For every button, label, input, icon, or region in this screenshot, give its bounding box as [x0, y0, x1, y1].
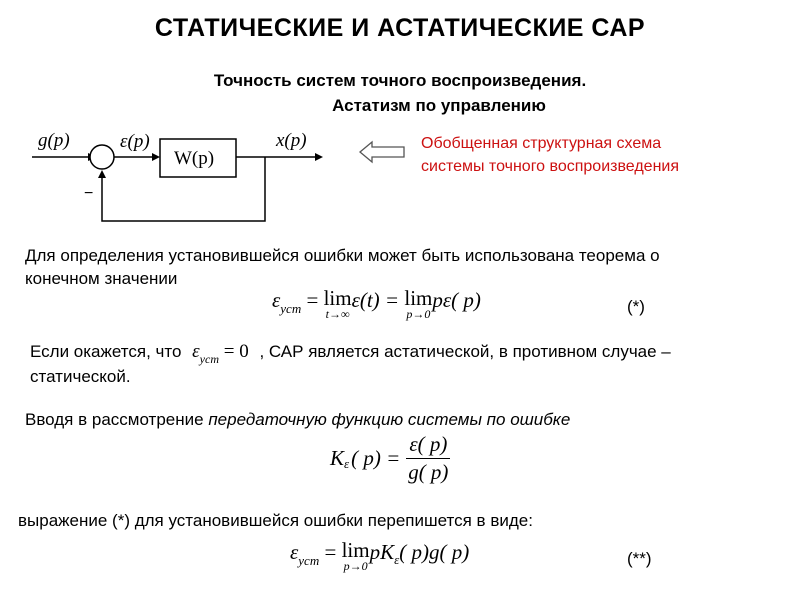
paragraph-3-italic: передаточную функцию системы по ошибке: [208, 410, 571, 429]
left-arrow-icon: [358, 140, 406, 164]
block-label: W(p): [174, 148, 215, 169]
input-label: g(p): [38, 130, 70, 151]
caption-line-2: системы точного воспроизведения: [421, 158, 680, 175]
formula-marker-1: (*): [627, 297, 645, 316]
formula-error-transfer-function: K ε ( p) = $\frac{\varepsilon( p)}{g( p)}$: [330, 432, 449, 484]
paragraph-3-prefix: Вводя в рассмотрение: [25, 410, 209, 429]
inline-formula: $\varepsilon_{уст} = 0$: [192, 341, 249, 366]
feedback-arrow-icon: [98, 170, 106, 178]
paragraph-2-line-2: статической.: [30, 367, 131, 386]
error-label: ε(p): [120, 131, 150, 152]
subtitle-line-1: Точность систем точного воспроизведения.: [213, 71, 587, 90]
paragraph-1-line-2: конечном значении: [25, 269, 178, 288]
error-arrow-icon: [152, 153, 160, 161]
paragraph-astatic: [30, 340, 795, 388]
paragraph-rewrite: выражение (*) для установившейся ошибки перепишется в виде:: [18, 511, 533, 530]
subtitle-line-2: Астатизм по управлению: [332, 96, 546, 115]
page-title: СТАТИЧЕСКИЕ И АСТАТИЧЕСКИЕ САР: [154, 14, 646, 42]
output-arrow-icon: [315, 153, 323, 161]
formula-marker-2: (**): [627, 549, 652, 568]
paragraph-2-prefix: Если окажется, что: [30, 342, 182, 361]
paragraph-2-suffix: , САР является астатической, в противном случае –: [259, 342, 671, 361]
paragraph-1-line-1: Для определения установившейся ошибки может быть использована теорема о: [25, 246, 660, 265]
formula-steady-state-error: $\varepsilon_{уст} = \lim$ t→∞ ε(t) = lim p→0 pε( p): [272, 286, 481, 321]
feedback-sign: −: [84, 185, 94, 202]
summing-junction: [90, 145, 114, 169]
paragraph-final-value: [25, 244, 660, 290]
output-label: x(p): [276, 130, 307, 151]
paragraph-error-tf: [25, 408, 570, 431]
caption-line-1: Обобщенная структурная схема: [421, 135, 662, 152]
formula-steady-state-error-rewritten: $\varepsilon_{уст} = \lim$ p→0 $pK_\varepsilon$( p)g( p): [290, 538, 470, 573]
diagram-caption: [421, 132, 679, 178]
subtitle: [40, 68, 760, 118]
